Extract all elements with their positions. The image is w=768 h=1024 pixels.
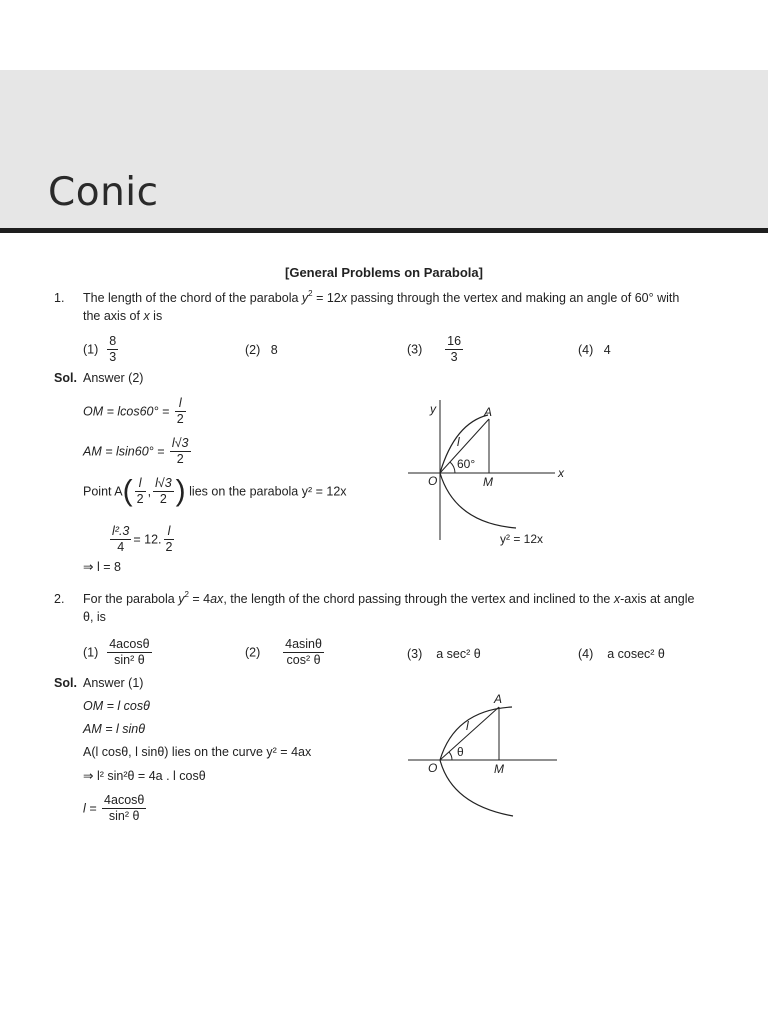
step-text: = 12. (133, 532, 162, 547)
frac-den: 2 (165, 540, 173, 554)
q2-answer: Answer (1) (83, 676, 144, 690)
step-text: l = (83, 801, 97, 816)
q1-text-c: the axis of (83, 309, 144, 323)
m-label: M (494, 762, 504, 776)
frac-num: l√3 (155, 476, 172, 490)
step-fraction (175, 396, 186, 427)
q1-number: 1. (54, 291, 65, 305)
frac-den: sin² θ (108, 809, 140, 823)
header-rule (0, 228, 768, 233)
q2-step-am: AM = l sinθ (83, 722, 146, 736)
frac-den: sin² θ (114, 653, 145, 667)
q1-text-d: is (149, 309, 163, 323)
o-label: O (428, 474, 438, 488)
step-fraction (102, 793, 146, 824)
q2-step-l (83, 793, 148, 824)
frac-den: 3 (109, 350, 117, 364)
frac-num: l².3 (112, 524, 130, 538)
frac-den: cos² θ (286, 653, 321, 667)
step-text: lies on the parabola y² = 12x (189, 484, 347, 499)
option-label: (4) (578, 343, 594, 357)
q2-text-b: , the length of the chord passing through the vertex and inclined to the (223, 592, 614, 606)
q2-option-2[interactable] (245, 637, 326, 668)
section-heading: [General Problems on Parabola] (285, 265, 483, 280)
option-label: (3) (407, 647, 423, 661)
option-value: 4 (603, 343, 611, 357)
q1-step-result: ⇒ l = 8 (83, 560, 121, 574)
frac-num: l (164, 524, 175, 540)
frac-num: l√3 (171, 436, 189, 450)
step-fraction (164, 524, 175, 555)
frac-den: 4 (117, 540, 125, 554)
q1-text-line1: The length of the chord of the parabola $y^2 = 12x$ passing through the vertex and making an angle of 60° with (83, 289, 680, 305)
frac-den: 2 (136, 492, 144, 506)
option-value: a sec² θ (436, 647, 481, 661)
q2-step-implies: ⇒ l² sin²θ = 4a . l cosθ (83, 769, 206, 783)
q1-text-a: The length of the chord of the parabola (83, 291, 302, 305)
frac-num: 16 (447, 334, 462, 348)
q2-option-1[interactable] (83, 637, 154, 668)
option-label: (3) (407, 342, 423, 357)
q2-text-line2: θ, is (83, 610, 106, 624)
option-fraction (107, 637, 151, 668)
option-label: (1) (83, 645, 99, 660)
option-value: 8 (270, 343, 278, 357)
step-text: OM = lcos60° = (83, 404, 170, 419)
frac-den: 2 (176, 412, 184, 426)
q1-answer: Answer (2) (83, 371, 144, 385)
q1-text-b: passing through the vertex and making an angle of 60° with (347, 291, 680, 305)
option-fraction (445, 334, 463, 365)
q2-step-point: A(l cosθ, l sinθ) lies on the curve y² = 4ax (83, 745, 312, 759)
q2-parabola-figure (400, 690, 560, 820)
q2-text-c: -axis at angle (620, 592, 695, 606)
angle-label: 60° (457, 457, 476, 471)
step-fraction (135, 476, 146, 507)
frac-num: l (135, 476, 146, 492)
q1-step-om (83, 396, 188, 427)
option-label: (2) (245, 645, 261, 660)
step-fraction (170, 436, 191, 467)
q1-option-2[interactable] (245, 343, 278, 357)
l-label: l (466, 719, 469, 733)
frac-num: 4asinθ (285, 637, 322, 651)
chord-oa (440, 707, 499, 760)
step-text: AM = lsin60° = (83, 444, 165, 459)
o-label: O (428, 761, 438, 775)
option-fraction (107, 334, 118, 365)
frac-num: l (175, 396, 186, 412)
step-fraction (110, 524, 131, 555)
l-label: l (457, 435, 460, 449)
option-label: (2) (245, 343, 261, 357)
step-fraction (153, 476, 174, 507)
option-value: a cosec² θ (607, 647, 665, 661)
option-label: (4) (578, 647, 594, 661)
q2-text-a: For the parabola (83, 592, 179, 606)
q1-text-line2: the axis of x is (83, 309, 163, 323)
q1-option-3[interactable] (407, 334, 465, 365)
x-label: x (558, 466, 564, 480)
a-label: A (484, 405, 493, 419)
frac-den: 3 (445, 349, 463, 365)
q2-text-line1: For the parabola $y^2 = 4ax$, the length of the chord passing through the vertex and inclined to the x-axis at angle (83, 590, 695, 606)
option-label: (1) (83, 342, 99, 357)
frac-num: 4acosθ (104, 793, 145, 807)
y-label: y (430, 402, 436, 416)
q1-sol-label: Sol. (54, 371, 77, 385)
q1-parabola-figure (400, 395, 570, 550)
parabola-curve (440, 415, 516, 528)
q1-step-am (83, 436, 193, 467)
q1-option-4[interactable] (578, 343, 611, 357)
q2-step-om: OM = l cosθ (83, 699, 150, 713)
q2-sol-label: Sol. (54, 676, 77, 690)
frac-den: 2 (176, 452, 184, 466)
q1-step-point: Point A( $\frac{l}{2}$ , $\frac{l√3}{2}$ ) lies on the parabola y² = 12x (83, 474, 347, 508)
frac-num: 8 (109, 334, 117, 348)
chapter-title: Conic (48, 170, 159, 215)
angle-arc (449, 752, 452, 760)
a-label: A (494, 692, 503, 706)
step-text: Point A (83, 484, 123, 499)
q2-number: 2. (54, 592, 65, 606)
angle-arc (450, 462, 455, 473)
q1-step-equation (108, 524, 176, 555)
q2-option-4[interactable] (578, 647, 665, 661)
angle-label: θ (457, 745, 464, 759)
curve-label: y² = 12x (500, 532, 544, 546)
frac-den: 2 (159, 492, 167, 506)
m-label: M (483, 475, 493, 489)
frac-num: 4acosθ (109, 637, 150, 651)
option-fraction (283, 637, 324, 668)
q1-option-1[interactable] (83, 334, 120, 365)
q2-option-3[interactable] (407, 647, 481, 661)
